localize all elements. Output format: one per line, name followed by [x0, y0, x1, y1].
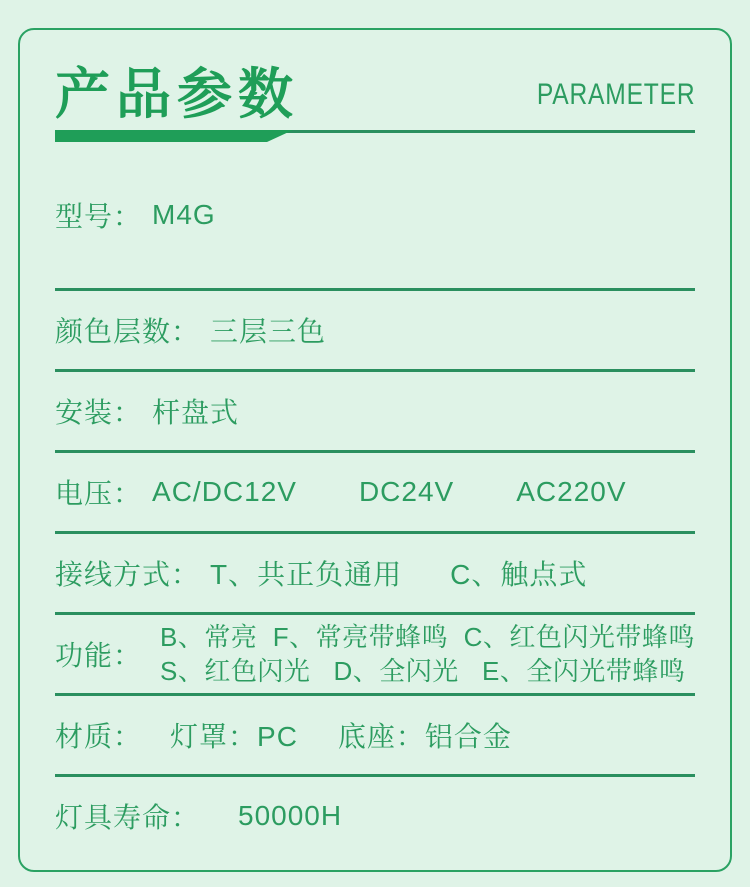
spec-value-wiring-1: T、共正负通用	[210, 559, 403, 590]
spec-row-installation	[55, 372, 695, 450]
spec-value-functions	[160, 620, 695, 688]
spec-label-lamp-life: 灯具寿命：	[55, 802, 201, 833]
spec-value-voltage-3: AC220V	[516, 476, 627, 507]
header-rule-bar	[55, 130, 293, 142]
spec-value-functions-line2: S、红色闪光 D、全闪光 E、全闪光带蜂鸣	[160, 656, 686, 686]
spec-value-lamp-life: 50000H	[238, 800, 343, 831]
spec-value-installation: 杆盘式	[152, 397, 240, 428]
spec-row-color-layers	[55, 291, 695, 369]
spec-row-model	[55, 142, 695, 288]
page-title: 产品参数	[55, 63, 300, 125]
spec-label-functions: 功能：	[55, 640, 143, 671]
spec-value-model: M4G	[152, 199, 216, 230]
spec-label-color-layers: 颜色层数：	[55, 316, 201, 347]
spec-value-voltage-2: DC24V	[358, 476, 455, 507]
spec-row-functions	[55, 615, 695, 693]
spec-label-wiring: 接线方式：	[55, 559, 201, 590]
spec-row-wiring	[55, 534, 695, 612]
spec-rows	[55, 142, 695, 855]
spec-value-material-2: 底座：铝合金	[337, 721, 512, 752]
header	[55, 63, 695, 125]
spec-value-wiring-2: C、触点式	[450, 559, 588, 590]
spec-value-voltage-1: AC/DC12V	[152, 476, 297, 507]
spec-label-voltage: 电压：	[55, 478, 143, 509]
spec-value-material-1: 灯罩：PC	[170, 721, 298, 752]
spec-value-color-layers: 三层三色	[210, 316, 327, 347]
spec-row-voltage	[55, 453, 695, 531]
spec-value-functions-line1: B、常亮 F、常亮带蜂鸣 C、红色闪光带蜂鸣	[160, 622, 695, 652]
spec-row-material	[55, 696, 695, 774]
spec-row-lamp-life	[55, 777, 695, 855]
spec-label-model: 型号：	[55, 201, 143, 232]
page-subtitle: PARAMETER	[536, 78, 695, 111]
spec-label-material: 材质：	[55, 721, 143, 752]
parameter-card	[18, 28, 732, 872]
header-rule	[55, 130, 695, 142]
spec-label-installation: 安装：	[55, 397, 143, 428]
